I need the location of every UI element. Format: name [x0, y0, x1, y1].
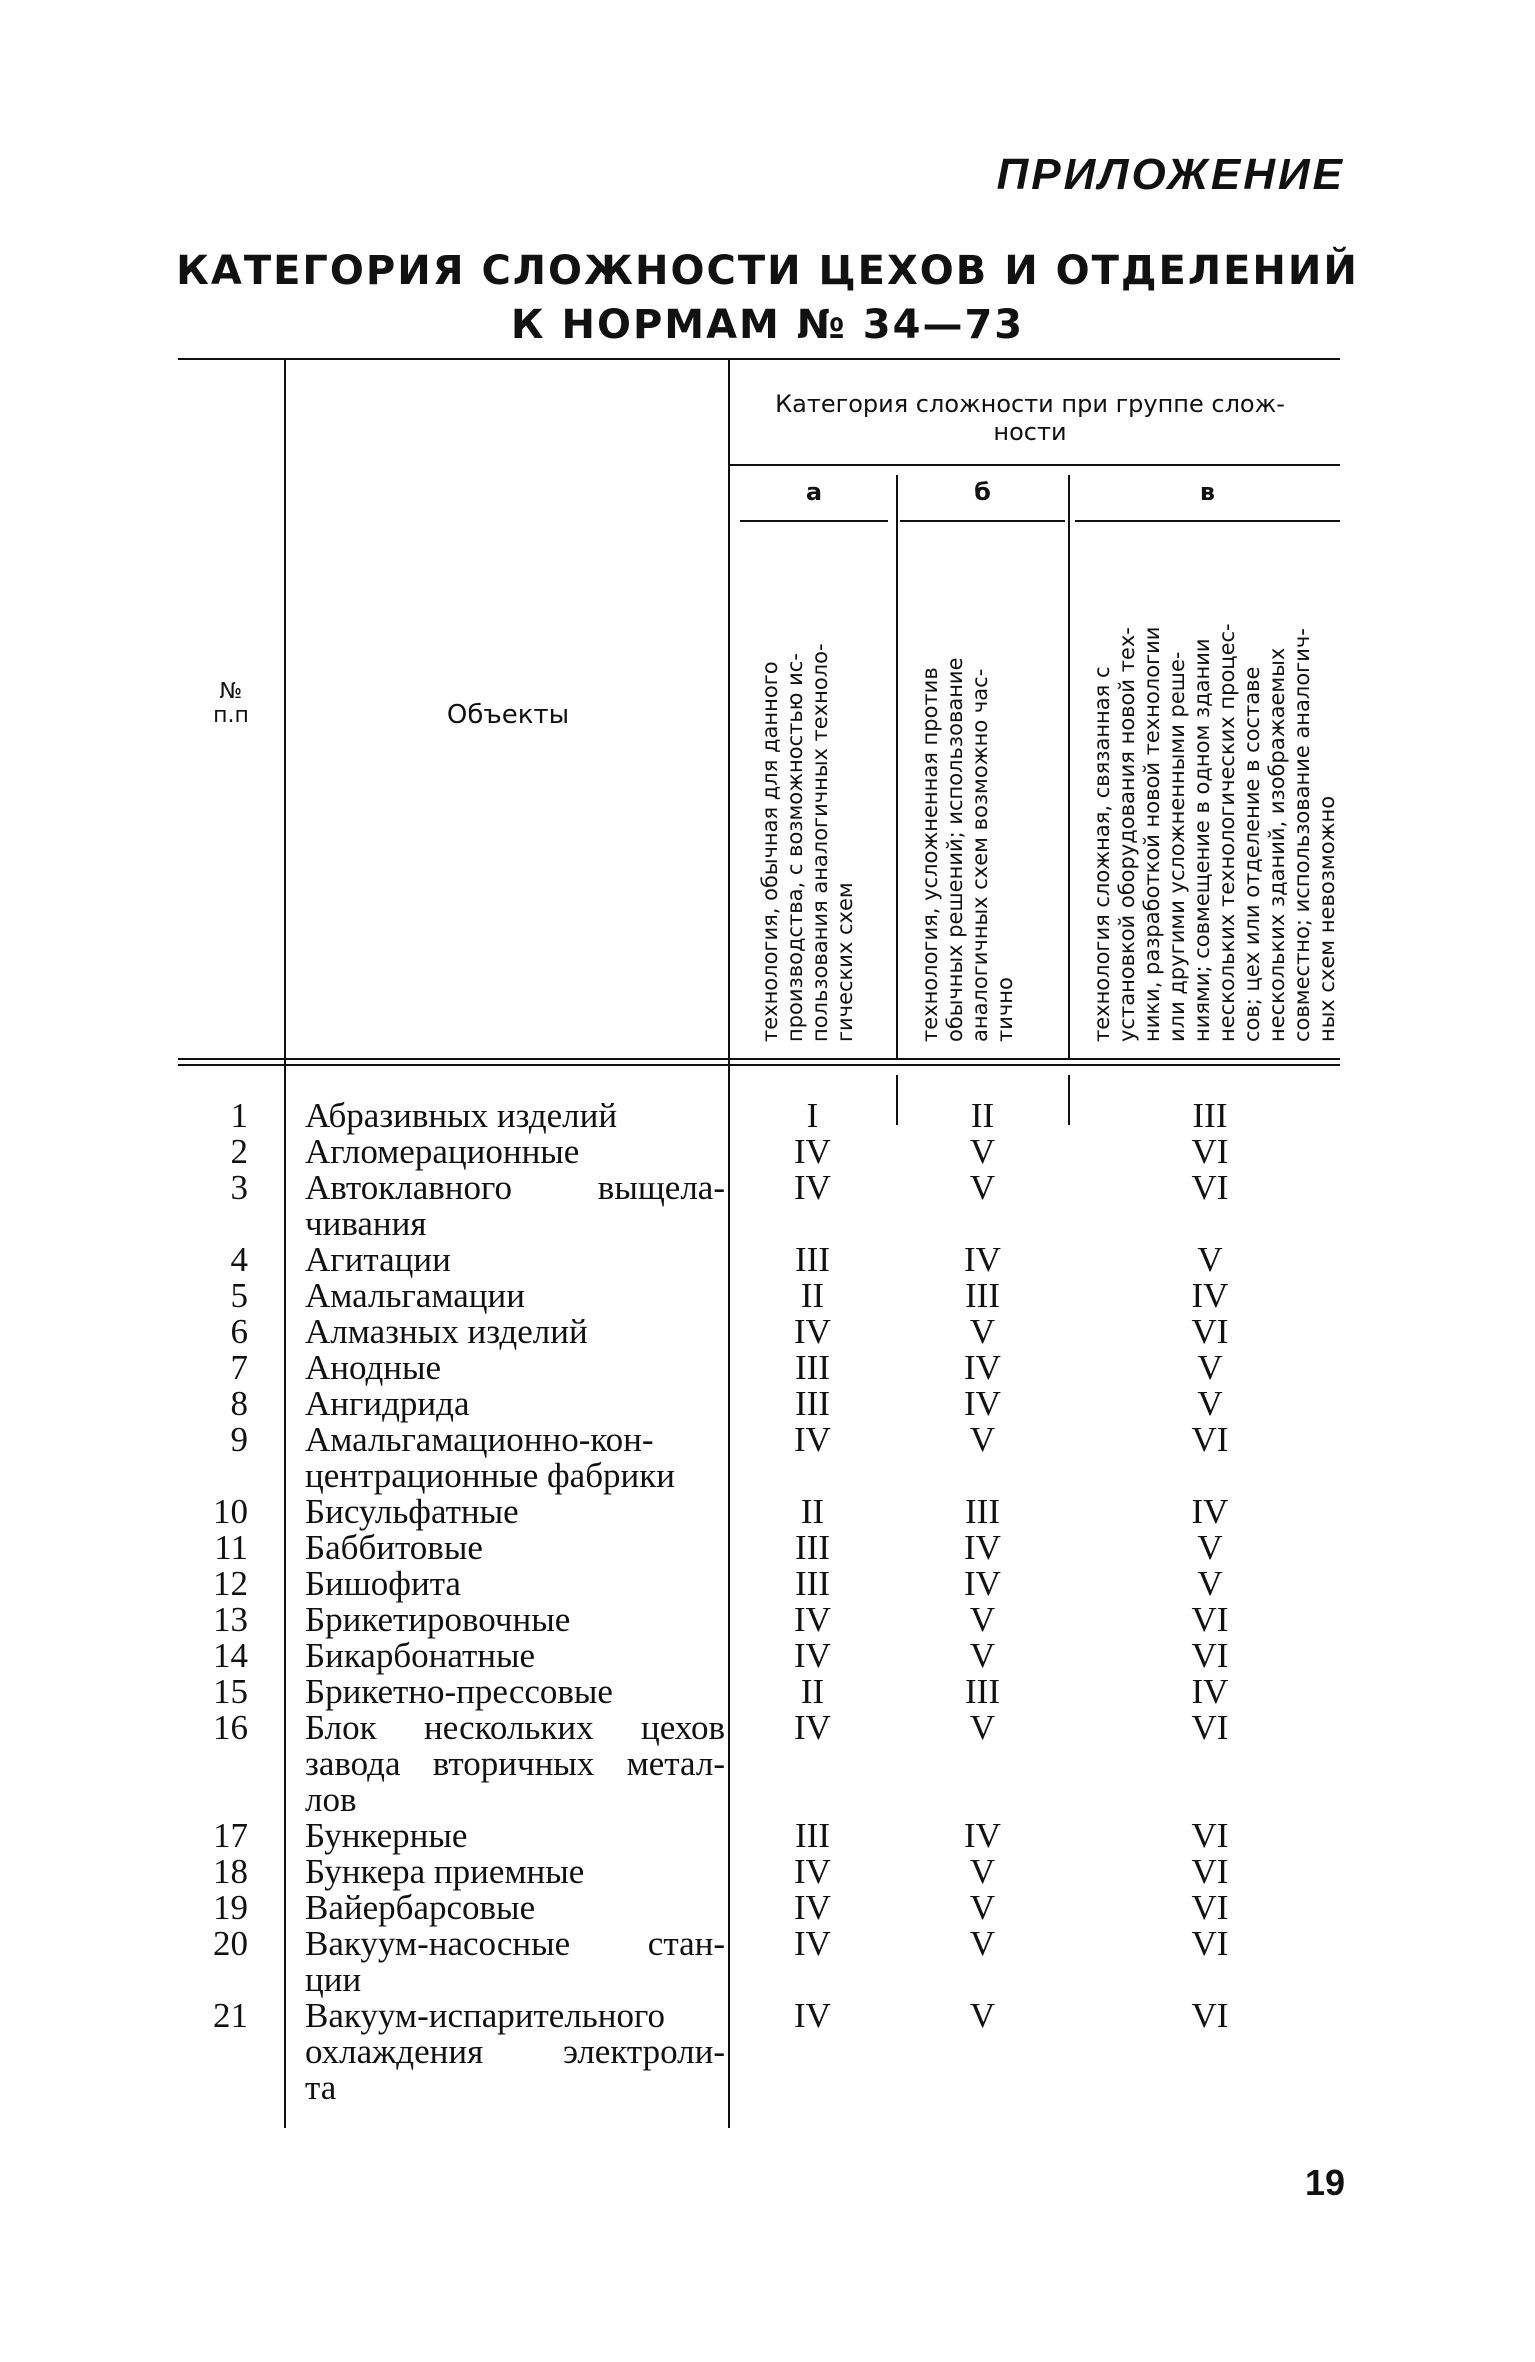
number-sign: №: [219, 679, 243, 704]
table-row: [0, 1710, 1535, 1818]
object-line: Алмазных изделий: [305, 1312, 588, 1351]
category-a-cell: III: [795, 1528, 830, 1567]
row-number: 11: [214, 1528, 248, 1567]
row-number: 4: [230, 1240, 248, 1279]
category-b-cell: V: [969, 1168, 996, 1207]
group-rule-a: [740, 520, 888, 522]
row-number: 6: [230, 1312, 248, 1351]
group-c-header: в: [1199, 478, 1216, 506]
row-object: [305, 1602, 725, 1638]
category-a-cell: IV: [794, 1168, 831, 1207]
group-a-description: [758, 552, 858, 1042]
row-object: [305, 1890, 725, 1926]
row-number: 20: [213, 1924, 248, 1963]
row-object: [305, 1854, 725, 1890]
row-object: [305, 1638, 725, 1674]
table-row: [0, 1314, 1535, 1350]
column-rule-ab: [896, 475, 898, 1060]
category-c-cell: V: [1197, 1528, 1223, 1567]
category-a-cell: IV: [794, 1600, 831, 1639]
table-row: [0, 1350, 1535, 1386]
category-c-cell: V: [1197, 1384, 1223, 1423]
category-b-cell: V: [969, 1312, 996, 1351]
row-number: 1: [230, 1096, 248, 1135]
table-row: [0, 1674, 1535, 1710]
row-number: 2: [230, 1132, 248, 1171]
description-line: ных схем невозможно: [1315, 795, 1339, 1042]
table-row: [0, 1422, 1535, 1494]
row-number: 13: [213, 1600, 248, 1639]
category-a-cell: I: [806, 1096, 819, 1135]
category-b-cell: III: [965, 1672, 1000, 1711]
category-c-cell: IV: [1191, 1492, 1229, 1531]
row-object: [305, 1242, 725, 1278]
category-b-cell: IV: [964, 1240, 1001, 1279]
description-line: гических схем: [833, 882, 857, 1042]
category-c-cell: VI: [1191, 1708, 1229, 1747]
category-c-cell: VI: [1191, 1888, 1229, 1927]
row-object: [305, 1566, 725, 1602]
category-b-cell: V: [969, 1996, 996, 2035]
category-a-cell: III: [795, 1348, 830, 1387]
object-line: Вакуум-испарительного: [305, 1996, 665, 2035]
number-abbrev: п.п: [213, 703, 249, 728]
object-line: центрационные фабрики: [305, 1456, 675, 1495]
table-row: [0, 1134, 1535, 1170]
row-object: [305, 1674, 725, 1710]
row-object: [305, 1278, 725, 1314]
object-line: Вакуум-насосные стан-: [305, 1924, 725, 1963]
category-b-cell: IV: [964, 1564, 1001, 1603]
category-a-cell: III: [795, 1384, 830, 1423]
table-row: [0, 1890, 1535, 1926]
object-line: Агломерационные: [305, 1132, 580, 1171]
category-b-cell: IV: [964, 1348, 1001, 1387]
description-line: технология сложная, связанная с: [1090, 666, 1114, 1042]
row-object: [305, 1314, 725, 1350]
description-line: сов; цех или отделение в составе: [1240, 666, 1264, 1042]
category-c-cell: VI: [1191, 1420, 1229, 1459]
category-c-cell: VI: [1191, 1996, 1229, 2035]
table-body: [0, 1098, 1535, 2106]
objects-column-header: Объекты: [446, 700, 570, 730]
row-number: 5: [230, 1276, 248, 1315]
object-line: Абразивных изделий: [305, 1096, 618, 1135]
category-b-cell: IV: [964, 1384, 1001, 1423]
description-line: совместно; использование аналогич-: [1290, 628, 1314, 1042]
row-object: [305, 1134, 725, 1170]
category-c-cell: VI: [1191, 1636, 1229, 1675]
table-row: [0, 1530, 1535, 1566]
category-c-cell: VI: [1191, 1312, 1229, 1351]
category-a-cell: IV: [794, 1852, 831, 1891]
row-object: [305, 1098, 725, 1134]
object-line: завода вторичных метал-: [305, 1744, 725, 1783]
category-a-cell: II: [800, 1276, 825, 1315]
category-c-cell: IV: [1191, 1276, 1229, 1315]
row-number: 3: [230, 1168, 248, 1207]
category-b-cell: V: [969, 1600, 996, 1639]
category-a-cell: III: [795, 1240, 830, 1279]
table-row: [0, 1278, 1535, 1314]
group-b-header: б: [974, 478, 991, 506]
row-number: 9: [230, 1420, 248, 1459]
row-object: [305, 1386, 725, 1422]
row-number: 8: [230, 1384, 248, 1423]
row-object: [305, 1998, 725, 2106]
page-subtitle: К НОРМАМ № 34—73: [510, 302, 1025, 348]
category-b-cell: II: [970, 1096, 995, 1135]
object-line: Бишофита: [305, 1564, 461, 1603]
description-line: технология, усложненная против: [918, 667, 942, 1042]
category-c-cell: VI: [1191, 1168, 1229, 1207]
description-line: производства, с возможностью ис-: [783, 653, 807, 1042]
category-a-cell: II: [800, 1672, 825, 1711]
category-b-cell: IV: [964, 1816, 1001, 1855]
row-object: [305, 1350, 725, 1386]
object-line: Агитации: [305, 1240, 451, 1279]
row-number: 21: [213, 1996, 248, 2035]
group-rule-c: [1075, 520, 1340, 522]
description-line: обычных решений; использование: [943, 657, 967, 1042]
table-row: [0, 1926, 1535, 1998]
row-number: 12: [213, 1564, 248, 1603]
table-row: [0, 1602, 1535, 1638]
table-row: [0, 1638, 1535, 1674]
table-row: [0, 1566, 1535, 1602]
category-c-cell: VI: [1191, 1600, 1229, 1639]
description-line: нескольких зданий, изображаемых: [1265, 647, 1289, 1042]
description-line: пользования аналогичных техноло-: [808, 643, 832, 1042]
object-line: Анодные: [305, 1348, 442, 1387]
category-c-cell: VI: [1191, 1924, 1229, 1963]
object-line: Ангидрида: [305, 1384, 470, 1423]
category-a-cell: IV: [794, 1888, 831, 1927]
category-c-cell: V: [1197, 1240, 1223, 1279]
category-c-cell: VI: [1191, 1852, 1229, 1891]
appendix-label: ПРИЛОЖЕНИЕ: [996, 150, 1345, 199]
table-row: [0, 1854, 1535, 1890]
category-b-cell: V: [969, 1636, 996, 1675]
object-line: охлаждения электроли-: [305, 2032, 725, 2071]
row-object: [305, 1818, 725, 1854]
description-line: ниями; совмещение в одном здании: [1190, 638, 1214, 1042]
description-line: тично: [993, 977, 1017, 1042]
category-c-cell: VI: [1191, 1132, 1229, 1171]
category-b-cell: III: [965, 1276, 1000, 1315]
row-object: [305, 1530, 725, 1566]
table-row: [0, 1170, 1535, 1242]
header-bottom-rule-2: [178, 1064, 1340, 1066]
category-a-cell: IV: [794, 1708, 831, 1747]
category-b-cell: IV: [964, 1528, 1001, 1567]
object-line: Амальгамации: [305, 1276, 525, 1315]
category-a-cell: IV: [794, 1636, 831, 1675]
category-a-cell: IV: [794, 1924, 831, 1963]
category-a-cell: IV: [794, 1420, 831, 1459]
object-line: Баббитовые: [305, 1528, 483, 1567]
object-line: Амальгамационно-кон-: [305, 1420, 654, 1459]
number-column-header: [178, 680, 284, 728]
table-row: [0, 1818, 1535, 1854]
category-c-cell: V: [1197, 1564, 1223, 1603]
group-a-header: а: [805, 478, 823, 506]
row-number: 18: [213, 1852, 248, 1891]
category-a-cell: IV: [794, 1132, 831, 1171]
description-line: нескольких технологических процес-: [1215, 623, 1239, 1042]
category-a-cell: III: [795, 1816, 830, 1855]
description-line: аналогичных схем возможно час-: [968, 668, 992, 1042]
object-line: та: [305, 2068, 337, 2107]
description-line: технология, обычная для данного: [758, 661, 782, 1042]
category-b-cell: V: [969, 1852, 996, 1891]
object-line: лов: [305, 1780, 357, 1819]
object-line: Блок нескольких цехов: [305, 1708, 725, 1747]
description-line: установкой оборудования новой тех-: [1115, 627, 1139, 1042]
row-object: [305, 1710, 725, 1818]
page-title: КАТЕГОРИЯ СЛОЖНОСТИ ЦЕХОВ И ОТДЕЛЕНИЙ: [176, 248, 1359, 294]
table-row: [0, 1494, 1535, 1530]
object-line: чивания: [305, 1204, 427, 1243]
table-top-rule: [178, 358, 1340, 360]
category-a-cell: IV: [794, 1996, 831, 2035]
object-line: Бисульфатные: [305, 1492, 519, 1531]
object-line: Бикарбонатные: [305, 1636, 536, 1675]
category-c-cell: VI: [1191, 1816, 1229, 1855]
page-number: 19: [1304, 2162, 1345, 2203]
row-number: 16: [213, 1708, 248, 1747]
category-a-cell: III: [795, 1564, 830, 1603]
category-c-cell: IV: [1191, 1672, 1229, 1711]
header-bottom-rule: [178, 1058, 1340, 1060]
category-a-cell: IV: [794, 1312, 831, 1351]
row-object: [305, 1494, 725, 1530]
description-line: ники, разработкой новой технологии: [1140, 626, 1164, 1042]
row-number: 14: [213, 1636, 248, 1675]
category-c-cell: V: [1197, 1348, 1223, 1387]
category-c-cell: III: [1192, 1096, 1228, 1135]
table-row: [0, 1242, 1535, 1278]
category-rule: [728, 464, 1340, 466]
table-row: [0, 1386, 1535, 1422]
category-b-cell: V: [969, 1888, 996, 1927]
category-b-cell: V: [969, 1924, 996, 1963]
object-line: Автоклавного выщела-: [305, 1168, 725, 1207]
object-line: ции: [305, 1960, 362, 1999]
row-number: 19: [213, 1888, 248, 1927]
column-rule-bc: [1068, 475, 1070, 1060]
row-object: [305, 1926, 725, 1998]
row-number: 7: [230, 1348, 248, 1387]
category-header: Категория сложности при группе слож- ности: [775, 390, 1285, 446]
category-b-cell: III: [965, 1492, 1000, 1531]
object-line: Брикетировочные: [305, 1600, 571, 1639]
object-line: Бункерные: [305, 1816, 468, 1855]
object-line: Вайербарсовые: [305, 1888, 536, 1927]
group-c-description: [1090, 552, 1340, 1042]
table-row: [0, 1998, 1535, 2106]
table-row: [0, 1098, 1535, 1134]
row-object: [305, 1170, 725, 1242]
row-object: [305, 1422, 725, 1494]
category-a-cell: II: [800, 1492, 825, 1531]
description-line: или другими усложненными реше-: [1165, 651, 1189, 1042]
group-b-description: [918, 552, 1018, 1042]
row-number: 15: [213, 1672, 248, 1711]
group-rule-b: [900, 520, 1065, 522]
row-number: 10: [213, 1492, 248, 1531]
category-b-cell: V: [969, 1420, 996, 1459]
row-number: 17: [213, 1816, 248, 1855]
object-line: Бункера приемные: [305, 1852, 585, 1891]
object-line: Брикетно-прессовые: [305, 1672, 613, 1711]
category-b-cell: V: [969, 1708, 996, 1747]
category-b-cell: V: [969, 1132, 996, 1171]
